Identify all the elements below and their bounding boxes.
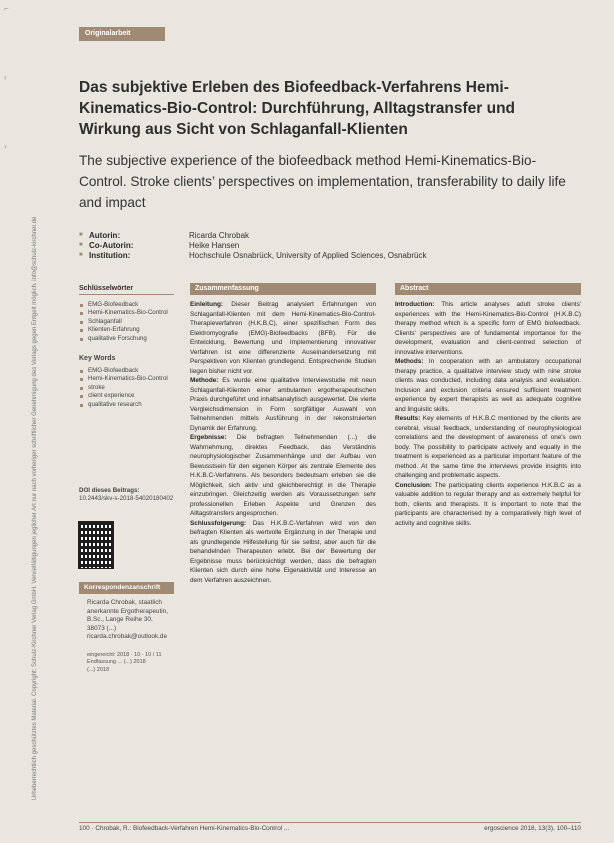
article-type-badge: Originalarbeit — [79, 27, 165, 41]
meta-value: Heike Hansen — [189, 240, 240, 250]
scan-mark: ⌐ — [4, 4, 9, 13]
section-text: The participating clients experience H.K.B.C as a valuable addition to regular therapy and as extremely helpful for both, clients and therapists. It is important to note that the participants are characterised by a comparatively high level of activity and cognitive skills. — [395, 481, 581, 527]
keyword-item: EMG-Biofeedback — [79, 367, 174, 375]
contact-line: Ricarda Chrobak, staatlich anerkannte Ergotherapeutin, B.Sc., Lange Reihe 30, 38073 (...) — [87, 599, 169, 632]
abstract-en-heading: Abstract — [395, 283, 581, 295]
copyright-notice — [30, 30, 42, 800]
meta-value: Hochschule Osnabrück, University of Applied Sciences, Osnabrück — [189, 250, 427, 260]
abstract-section — [190, 376, 376, 433]
meta-value: Ricarda Chrobak — [189, 230, 250, 240]
meta-key: Autorin: — [89, 230, 121, 240]
abstract-de-heading: Zusammenfassung — [190, 283, 376, 295]
meta-key: Co-Autorin: — [89, 240, 134, 250]
title-german: Das subjektive Erleben des Biofeedback-Verfahrens Hemi-Kinematics-Bio-Control: Durchführung, Alltagstransfer und Wirkung aus Sicht von Schlaganfall-Klienten — [79, 79, 516, 138]
keyword-item: qualitative research — [79, 401, 174, 409]
doi-block — [79, 487, 174, 503]
title-english: The subjective experience of the biofeedback method Hemi-Kinematics-Bio-Control. Stroke clients’ perspectives on implementation, transferability to daily life and impact — [79, 153, 566, 210]
section-text: In cooperation with an ambulatory occupational therapy practice, a qualitative interview study with nine stroke clients was conducted, including data analysis and evaluation. Inclusion and exclusion criteria ensured sufficient treatment experience by expert therapists as well as adequate cognitive and linguistic skills. — [395, 358, 581, 413]
abstract-section — [395, 357, 581, 414]
abstract-section — [395, 300, 581, 357]
section-text: Key elements of H.K.B.C mentioned by the clients are cerebral, visual feedback, understanding of neurophysiological correlations and the development of awareness of one's own body. The possibility to participate actively and equally in the treatment is experienced as a particular important feature of the method. At the same time the interviews provide insights into challenging and problematic aspects. — [395, 415, 581, 479]
section-label: Introduction: — [395, 301, 435, 308]
contact-address — [79, 594, 174, 642]
meta-key: Institution: — [89, 250, 131, 260]
section-label: Ergebnisse: — [190, 434, 227, 441]
footer-right: ergoscience 2018, 13(3), 100–110 — [484, 825, 581, 832]
section-label: Conclusion: — [395, 481, 432, 489]
keyword-item: client experience — [79, 392, 174, 400]
sidebar-column — [79, 283, 174, 674]
doi-label: DOI dieses Beitrags: — [79, 487, 140, 495]
section-label: Results: — [395, 415, 421, 422]
meta-row-coauthor — [79, 240, 579, 250]
keyword-item: Schlaganfall — [79, 318, 174, 326]
submission-line: (...) 2018 — [87, 666, 110, 673]
scan-edge-marks — [4, 4, 9, 211]
contact-email[interactable]: ricarda.chrobak@outlook.de — [87, 633, 168, 641]
contact-heading: Korrespondenzanschrift — [79, 582, 174, 594]
submission-dates — [79, 642, 174, 675]
keyword-item: Klienten-Erfahrung — [79, 326, 174, 334]
submission-line: Endfassung ... (...) 2018 — [87, 659, 146, 666]
section-label: Einleitung: — [190, 301, 224, 308]
footer-left: 100 · Chrobak, R.: Biofeedback-Verfahren Hemi-Kinematics-Bio-Control ... — [79, 825, 290, 832]
section-label: Methode: — [190, 377, 219, 384]
bullet-icon: ■ — [79, 232, 83, 238]
footer-divider — [79, 822, 581, 823]
abstract-section — [395, 414, 581, 481]
abstract-section — [190, 433, 376, 519]
scan-mark: › — [4, 142, 7, 151]
keyword-item: stroke — [79, 384, 174, 392]
abstract-english — [395, 283, 581, 528]
abstract-section — [190, 300, 376, 376]
qr-code-icon[interactable] — [79, 522, 113, 568]
section-text: Es wurde eine qualitative Interviewstudie mit neun Schlaganfall-Klienten einer ambulanten ergotherapeutischen Praxis durchgeführt und inhaltsanalytisch ausgewertet. Die vierte Vergleichsdimension in Form sorgfältiger Auswahl von Teilnehmenden mittels Ausführung in der rekonstruierten Dynamik der Erfahrung. — [190, 377, 376, 432]
meta-row-institution — [79, 250, 579, 260]
copyright-text: Urheberrechtlich geschütztes Material. Copyright: Schulz-Kirchner Verlag GmbH. Vervielfältigungen jeglicher Art nur nach vorheriger schriftlicher Genehmigung des Verlags gegen Entgelt möglich. info@schulz-kirchner.de — [32, 216, 38, 800]
abstract-german — [190, 283, 376, 585]
keyword-item: Hemi-Kinematics-Bio-Control — [79, 309, 174, 317]
section-text: This article analyses adult stroke clients' experiences with the Hemi-Kinematics-Bio-Control (H.K.B.C) therapy method which is a specific form of EMG biofeedback. Clients' perspectives are of fundamental importance for the development, evaluation and client-centred selection of innovative interventions. — [395, 301, 581, 356]
keywords-de-heading: Schlüsselwörter — [79, 283, 174, 295]
keywords-en-list — [79, 367, 174, 409]
doi-value[interactable]: 10.2443/skv-s-2018-54020180402 — [79, 495, 174, 503]
keyword-item: Hemi-Kinematics-Bio-Control — [79, 375, 174, 383]
page-footer — [79, 825, 581, 832]
section-text: Die befragten Teilnehmenden (...) die Wahrnehmung, direktes Feedback, das Verständnis neurophysiologischer Zusammenhänge und der Aufbau von Bewusstsein für den eigenen Körper als zentrale Elemente des H.K.B.C-Verfahrens. Als besonders bedeutsam erleben sie die Möglichkeit, sich aktiv und gleichberechtigt in die Therapie einzubringen. Gleichzeitig werden als Voraussetzungen sehr professionellen Erleben Aspekte und Grenzen des Alltagstransfers angesprochen. — [190, 434, 376, 517]
keywords-en-heading: Key Words — [79, 355, 116, 363]
keyword-item: qualitative Forschung — [79, 335, 174, 343]
abstract-section — [190, 519, 376, 586]
keyword-item: EMG-Biofeedback — [79, 301, 174, 309]
section-text: Dieser Beitrag analysiert Erfahrungen von Schlaganfall-Klienten mit dem Hemi-Kinematics-Bio-Control-Therapieverfahren (H.K.B.C), einer spezifischen Form des Elektromyografie (EMG)-Biofeedbacks (BFB). Für die Entwicklung, Bewertung und Implementierung innovativer Verfahren ist eine differenzierte Auseinandersetzung mit Perspektiven von Klienten grundlegend. Entsprechende Studien liegen bisher nicht vor. — [190, 301, 376, 375]
abstract-section — [395, 481, 581, 529]
section-label: Schlussfolgerung: — [190, 519, 247, 527]
bullet-icon: ■ — [79, 242, 83, 248]
section-text: Das H.K.B.C-Verfahren wird von den befragten Klienten als wertvolle Ergänzung in der Therapie und als grundlegende Hilfestellung für sie selbst, aber auch für die behandelnden Therapeuten erlebt. Bei der Bewertung der Ergebnisse muss berücksichtigt werden, dass die befragten Klienten sich durch eine hohe Eigenaktivität und Interesse an dem Verfahren auszeichnen. — [190, 519, 376, 584]
bullet-icon: ■ — [79, 252, 83, 258]
author-block — [79, 230, 579, 260]
section-label: Methods: — [395, 358, 424, 365]
keywords-de-list — [79, 301, 174, 343]
meta-row-author — [79, 230, 579, 240]
scan-mark: ‹ — [4, 73, 7, 82]
submission-line: eingereicht: 2018 · 10 · 10 / 11 — [87, 651, 162, 658]
